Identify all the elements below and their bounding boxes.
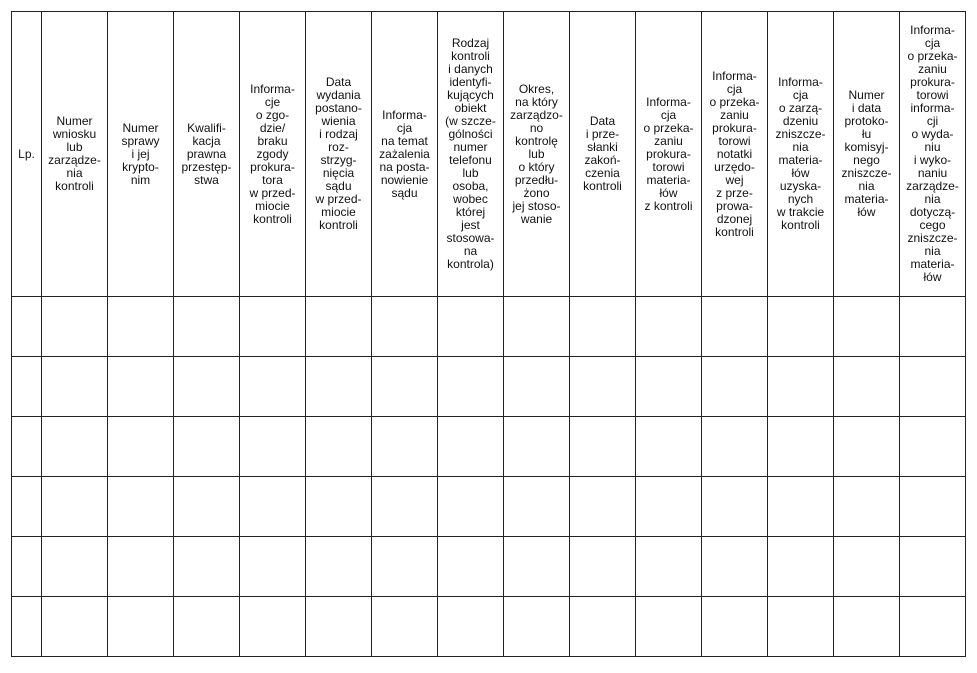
header-case-number: Numer sprawy i jej krypto- nim: [108, 12, 174, 297]
table-cell[interactable]: [636, 477, 702, 537]
table-row: [12, 297, 966, 357]
table-cell[interactable]: [702, 357, 768, 417]
table-cell[interactable]: [900, 297, 966, 357]
table-cell[interactable]: [504, 417, 570, 477]
table-row: [12, 477, 966, 537]
table-cell[interactable]: [42, 297, 108, 357]
header-destruction-protocol: Numer i data protoko- łu komisyj- nego zniszcze- nia materia- łów: [834, 12, 900, 297]
table-cell[interactable]: [768, 417, 834, 477]
table-cell[interactable]: [834, 537, 900, 597]
table-cell[interactable]: [174, 537, 240, 597]
header-row: [12, 12, 966, 297]
header-control-type: Rodzaj kontroli i danych identyfi- kujących obiekt (w szcze- gólności numer telefonu lub osoba, wobec której jest stosowa- na kontrola): [438, 12, 504, 297]
table-cell[interactable]: [504, 477, 570, 537]
table-cell[interactable]: [174, 297, 240, 357]
table-cell[interactable]: [306, 417, 372, 477]
header-request-number: Numer wniosku lub zarządze- nia kontroli: [42, 12, 108, 297]
table-cell[interactable]: [900, 537, 966, 597]
table-cell[interactable]: [570, 417, 636, 477]
table-cell[interactable]: [372, 417, 438, 477]
table-cell[interactable]: [108, 537, 174, 597]
table-cell[interactable]: [438, 477, 504, 537]
header-complaint-info: Informa- cja na temat zażalenia na posta- nowienie sądu: [372, 12, 438, 297]
table-cell[interactable]: [438, 297, 504, 357]
table-cell[interactable]: [42, 597, 108, 657]
table-cell[interactable]: [306, 477, 372, 537]
table-cell[interactable]: [834, 357, 900, 417]
table-cell[interactable]: [240, 597, 306, 657]
table-cell[interactable]: [702, 477, 768, 537]
table-row: [12, 537, 966, 597]
header-court-decision: Data wydania postano- wienia i rodzaj roz- strzyg- nięcia sądu w przed- miocie kontroli: [306, 12, 372, 297]
table-cell[interactable]: [42, 357, 108, 417]
table-cell[interactable]: [438, 357, 504, 417]
table-cell[interactable]: [12, 357, 42, 417]
table-cell[interactable]: [702, 417, 768, 477]
table-cell[interactable]: [306, 537, 372, 597]
table-cell[interactable]: [636, 597, 702, 657]
header-legal-classification: Kwalifi- kacja prawna przestęp- stwa: [174, 12, 240, 297]
table-cell[interactable]: [504, 597, 570, 657]
header-destruction-order: Informa- cja o zarzą- dzeniu zniszcze- nia materia- łów uzyska- nych w trakcie kontroli: [768, 12, 834, 297]
table-cell[interactable]: [240, 537, 306, 597]
table-cell[interactable]: [42, 477, 108, 537]
table-cell[interactable]: [834, 597, 900, 657]
table-cell[interactable]: [570, 477, 636, 537]
table-cell[interactable]: [636, 417, 702, 477]
table-cell[interactable]: [570, 537, 636, 597]
table-cell[interactable]: [900, 357, 966, 417]
header-lp: Lp.: [12, 12, 42, 297]
table-cell[interactable]: [174, 597, 240, 657]
table-cell[interactable]: [834, 297, 900, 357]
table-cell[interactable]: [834, 417, 900, 477]
table-cell[interactable]: [438, 417, 504, 477]
header-control-period: Okres, na który zarządzo- no kontrolę lub o który przedłu- żono jej stoso- wanie: [504, 12, 570, 297]
table-cell[interactable]: [570, 597, 636, 657]
table-cell[interactable]: [900, 477, 966, 537]
table-cell[interactable]: [768, 297, 834, 357]
table-cell[interactable]: [108, 357, 174, 417]
table-row: [12, 597, 966, 657]
table-cell[interactable]: [570, 357, 636, 417]
table-cell[interactable]: [306, 597, 372, 657]
table-cell[interactable]: [12, 477, 42, 537]
table-cell[interactable]: [108, 417, 174, 477]
table-cell[interactable]: [702, 537, 768, 597]
header-end-date: Data i prze- słanki zakoń- czenia kontroli: [570, 12, 636, 297]
control-register-table: [11, 11, 966, 657]
table-cell[interactable]: [108, 477, 174, 537]
table-cell[interactable]: [174, 477, 240, 537]
table-cell[interactable]: [504, 297, 570, 357]
table-cell[interactable]: [12, 297, 42, 357]
table-cell[interactable]: [372, 297, 438, 357]
table-cell[interactable]: [768, 597, 834, 657]
table-cell[interactable]: [438, 537, 504, 597]
table-cell[interactable]: [570, 297, 636, 357]
table-cell[interactable]: [768, 537, 834, 597]
table-cell[interactable]: [12, 597, 42, 657]
table-cell[interactable]: [834, 477, 900, 537]
table-cell[interactable]: [174, 417, 240, 477]
table-cell[interactable]: [306, 297, 372, 357]
table-cell[interactable]: [306, 357, 372, 417]
table-cell[interactable]: [42, 417, 108, 477]
table-cell[interactable]: [900, 597, 966, 657]
table-cell[interactable]: [240, 297, 306, 357]
table-cell[interactable]: [702, 597, 768, 657]
table-cell[interactable]: [372, 477, 438, 537]
header-prosecutor-consent: Informa- cje o zgo- dzie/ braku zgody prokura- tora w przed- miocie kontroli: [240, 12, 306, 297]
header-official-note: Informa- cja o przeka- zaniu prokura- torowi notatki urzędo- wej z prze- prowa- dzonej kontroli: [702, 12, 768, 297]
table-cell[interactable]: [636, 357, 702, 417]
table-cell[interactable]: [240, 417, 306, 477]
table-cell[interactable]: [438, 597, 504, 657]
table-cell[interactable]: [12, 417, 42, 477]
table-cell[interactable]: [768, 357, 834, 417]
header-materials-transfer: Informa- cja o przeka- zaniu prokura- torowi materia- łów z kontroli: [636, 12, 702, 297]
table-cell[interactable]: [42, 537, 108, 597]
table-cell[interactable]: [504, 357, 570, 417]
table-cell[interactable]: [372, 357, 438, 417]
table-cell[interactable]: [636, 297, 702, 357]
table-cell[interactable]: [372, 537, 438, 597]
table-cell[interactable]: [12, 537, 42, 597]
table-cell[interactable]: [900, 417, 966, 477]
table-cell[interactable]: [240, 477, 306, 537]
table-row: [12, 417, 966, 477]
table-cell[interactable]: [768, 477, 834, 537]
table-cell[interactable]: [108, 297, 174, 357]
table-cell[interactable]: [702, 297, 768, 357]
table-cell[interactable]: [636, 537, 702, 597]
table-cell[interactable]: [108, 597, 174, 657]
table-cell[interactable]: [240, 357, 306, 417]
table-cell[interactable]: [504, 537, 570, 597]
table-row: [12, 357, 966, 417]
table-cell[interactable]: [174, 357, 240, 417]
header-destruction-info: Informa- cja o przeka- zaniu prokura- torowi informa- cji o wyda- niu i wyko- naniu zarządze- nia dotyczą- cego zniszcze- nia materia- łów: [900, 12, 966, 297]
table-cell[interactable]: [372, 597, 438, 657]
